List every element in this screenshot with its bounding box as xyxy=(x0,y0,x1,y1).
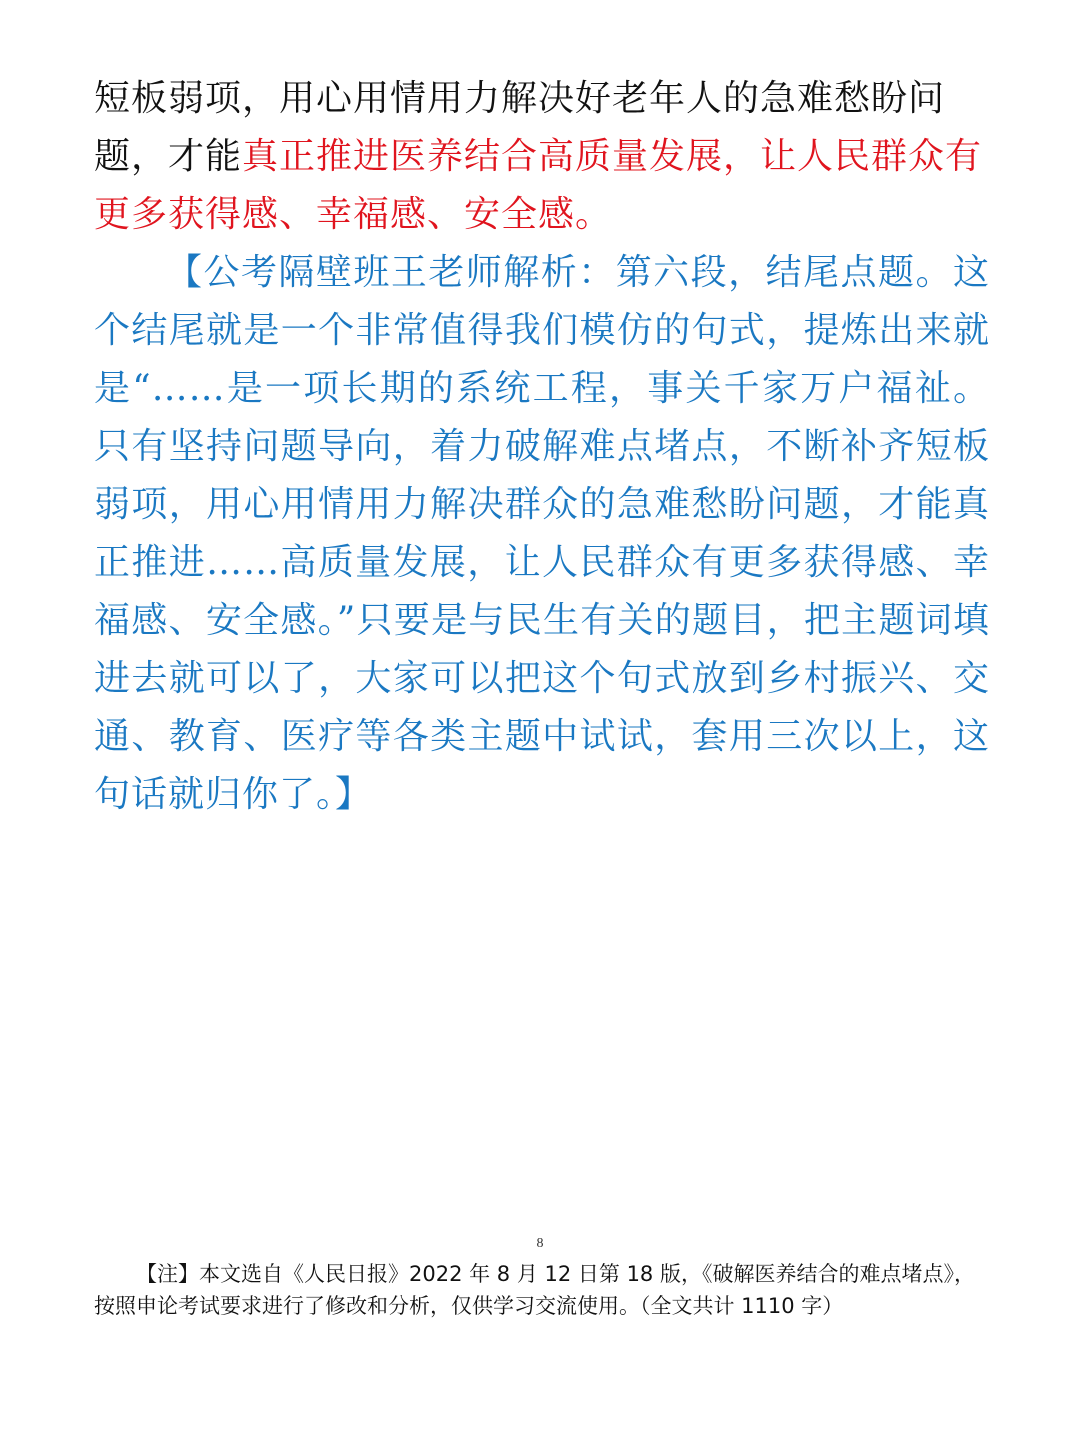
paragraph-conclusion xyxy=(94,70,990,244)
analysis-paragraph: 【公考隔壁班王老师解析：第六段，结尾点题。这个结尾就是一个非常值得我们模仿的句式，提炼出来就是“……是一项长期的系统工程，事关千家万户福祉。只有坚持问题导向，着力破解难点堵点，不断补齐短板弱项，用心用情用力解决群众的急难愁盼问题，才能真正推进……高质量发展，让人民群众有更多获得感、幸福感、安全感。”只要是与民生有关的题目，把主题词填进去就可以了，大家可以把这个句式放到乡村振兴、交通、教育、医疗等各类主题中试试，套用三次以上，这句话就归你了。】 xyxy=(94,252,990,815)
paragraph-red-highlight: 真正推进医养结合高质量发展，让人民群众有更多获得感、幸福感、安全感。 xyxy=(94,136,983,235)
document-body xyxy=(94,70,990,824)
page-number: 8 xyxy=(536,1236,544,1251)
paragraph-black-text: 短板弱项，用心用情用力解决好老年人的急难愁盼问题，才能 xyxy=(94,78,946,177)
footnote: 【注】本文选自《人民日报》2022 年 8 月 12 日第 18 版，《破解医养结合的难点堵点》，按照申论考试要求进行了修改和分析，仅供学习交流使用。（全文共计 1110 字） xyxy=(94,1262,975,1318)
